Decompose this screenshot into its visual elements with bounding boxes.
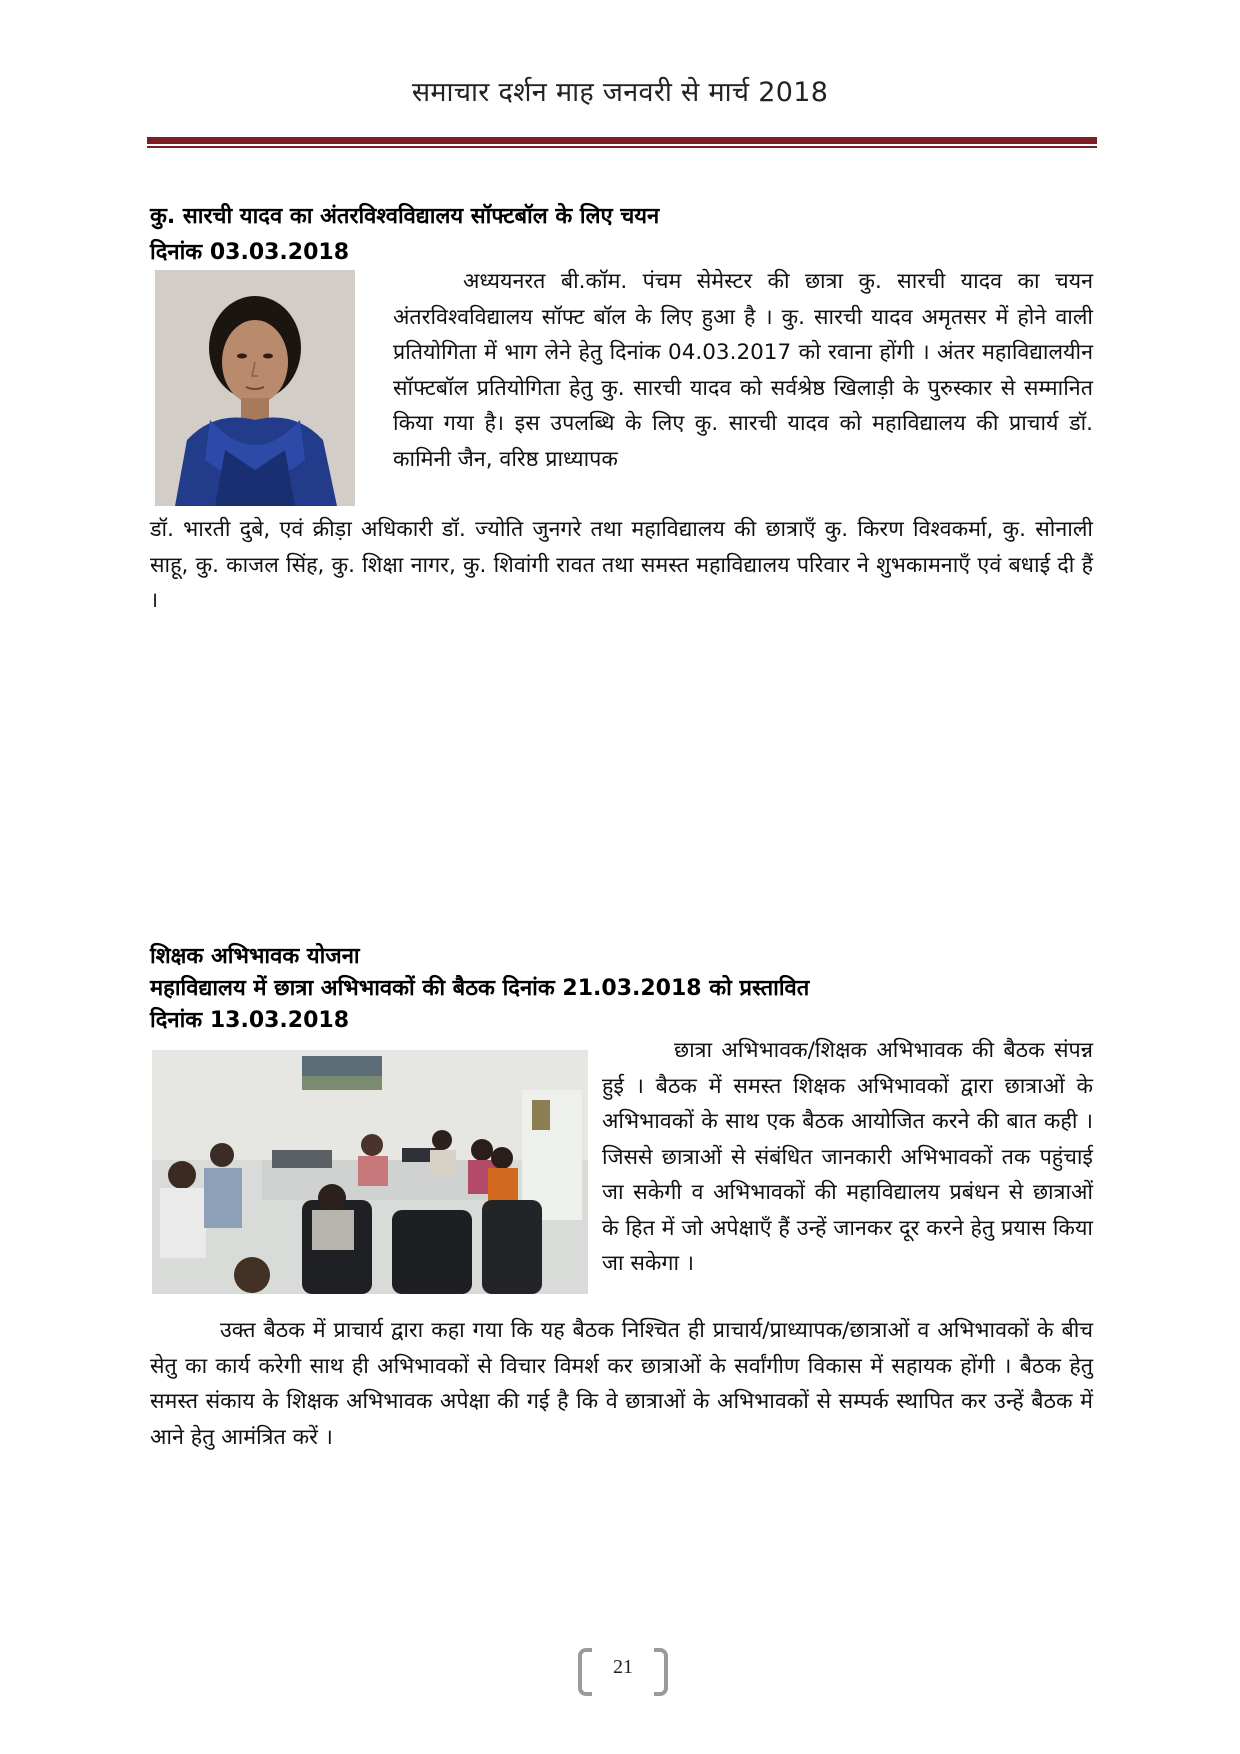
article1-date: दिनांक 03.03.2018 (150, 240, 350, 265)
article2-paragraph-full: उक्त बैठक में प्राचार्य द्वारा कहा गया कि यह बैठक निश्चित ही प्राचार्य/प्राध्यापक/छात्राओं व अभिभावकों के बीच सेतु का कार्य करेगी साथ ही अभिभावकों से विचार विमर्श कर छात्राओं के सर्वांगीण विकास में सहायक होंगी । बैठक हेतु समस्त संकाय के शिक्षक अभिभावक अपेक्षा की गई है कि वे छात्राओं के अभिभावकों से सम्पर्क स्थापित कर उन्हें बैठक में आने हेतु आमंत्रित करें । (150, 1318, 1093, 1450)
page-number: 21 (613, 1656, 633, 1678)
header-rule (147, 137, 1097, 144)
meeting-room-photo (152, 1050, 588, 1294)
article2-title: महाविद्यालय में छात्रा अभिभावकों की बैठक दिनांक 21.03.2018 को प्रस्तावित (150, 976, 810, 1001)
article2-date: दिनांक 13.03.2018 (150, 1008, 350, 1033)
meeting-illustration (152, 1050, 588, 1294)
header-rule-thin (147, 146, 1097, 148)
student-portrait-photo (155, 270, 355, 506)
article2-section-title: शिक्षक अभिभावक योजना (150, 944, 360, 969)
portrait-illustration (155, 270, 355, 506)
article2-paragraph-side: छात्रा अभिभावक/शिक्षक अभिभावक की बैठक संपन्न हुई । बैठक में समस्त शिक्षक अभिभावकों द्वारा छात्राओं के अभिभावकों के साथ एक बैठक आयोजित करने की बात कही । जिससे छात्राओं से संबंधित जानकारी अभिभावकों तक पहुंचाई जा सकेगी व अभिभावकों की महाविद्यालय प्रबंधन से छात्राओं के हित में जो अपेक्षाएँ हैं उन्हें जानकर दूर करने हेतु प्रयास किया जा सकेगा । (602, 1038, 1093, 1276)
article1-paragraph-side: अध्ययनरत बी.कॉम. पंचम सेमेस्टर की छात्रा कु. सारची यादव का चयन अंतरविश्वविद्यालय सॉफ्ट बॉल के लिए हुआ है । कु. सारची यादव अमृतसर में होने वाली प्रतियोगिता में भाग लेने हेतु दिनांक 04.03.2017 को रवाना होंगी । अंतर महाविद्यालयीन सॉफ्टबॉल प्रतियोगिता हेतु कु. सारची यादव को सर्वश्रेष्ठ खिलाड़ी के पुरुस्कार से सम्मानित किया गया है। इस उपलब्धि के लिए कु. सारची यादव को महाविद्यालय की प्राचार्य डॉ. कामिनी जैन, वरिष्ठ प्राध्यापक (393, 269, 1093, 472)
article1-paragraph-full: डॉ. भारती दुबे, एवं क्रीड़ा अधिकारी डॉ. ज्योति जुनगरे तथा महाविद्यालय की छात्राएँ कु. किरण विश्वकर्मा, कु. सोनाली साहू, कु. काजल सिंह, कु. शिक्षा नागर, कु. शिवांगी रावत तथा समस्त महाविद्यालय परिवार ने शुभकामनाएँ एवं बधाई दी हैं । (150, 517, 1093, 613)
newsletter-title: समाचार दर्शन माह जनवरी से मार्च 2018 (411, 77, 829, 108)
page-number-box (578, 1648, 668, 1696)
article1-title: कु. सारची यादव का अंतरविश्वविद्यालय सॉफ्टबॉल के लिए चयन (150, 204, 660, 229)
